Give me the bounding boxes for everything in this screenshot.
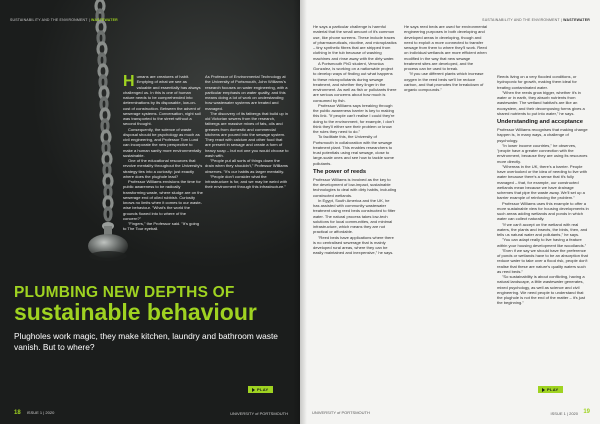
col2-para-1: The discovery of its fatbergs that build up in old Victorian sewers from the research, fatbergs are massive mixes of fats, oils and greases from domestic and commercial kitchens are poured into the sewage system. They react with calcium and other food that are present in sewage and create a form of heavy soap – but not one you would choose to wash with. [205,110,289,158]
left-section-sub: WASTEWATER [91,18,118,22]
col2-para-3: "People don't consider what the infrastructure is for, and we may be weird with their environment through this infrastructure." [205,173,288,190]
col5-para-0: Reeds living on a very flooded conditions, or hydroponic for growth, making them ideal for treating contaminated water. [497,74,577,90]
right-issue: ISSUE 1 | 2020 [550,411,578,416]
col5b-para-2: "Whereas in the UK, there's a barrier. People have overlooked or the idea of needing to live with water because there's a sense that it's fully managed – that, for example, our constructed wetlands mean because we have drainage schemes that pipe the waste away. We'll set up a barrier example of reinforcing the problem." [497,163,587,201]
right-section-label: SUSTAINABILITY AND THE ENVIRONMENT [482,18,560,22]
understanding-subheading: Understanding and acceptance [497,119,584,125]
col1-para-3: Professor Williams envisions the time for public awareness to be radically transforming waste, where sludge are on the sewerage end of oiled rubbish. Curiosity knows no limits when it comes to our waste-wise behaviour. "What's the world the grounds flowed into to where of the concern?" [123,179,203,221]
article-column-5 [497,74,589,306]
col2-para-2: "People put all sorts of things down the drain when they shouldn't," Professor Williams observes. "It's our habits as larger mentality. [205,158,288,174]
left-university: UNIVERSITY of PORTSMOUTH [230,411,288,416]
col3-para-2: Professor Williams says breaking through the public awareness barrier is key to making this link. "If people can't realise I could they're doing to the environment, for example, I don't think they'll either see their problem or know the rules they need to do." [313,102,395,134]
col3-para-0: He says a particular challenge is harmful material that the small amount of it's common use, like phone screens. These include traces of pharmaceuticals, nicotine, and microplastics – tiny synthetic fibres that are stripped from clothing in the tub because of washing machines and rinse away with the dirty water. [313,24,397,61]
col3-para-3: To facilitate this, the University of Portsmouth in collaboration with the sewage treatment plant. This enables researchers to trust potentials using real sewage, close to large-scale ones and see how to tackle some pollutants. [313,134,394,166]
col5b-para-0: Professor Williams recognises that making change happen is, in many ways, a challenge of psychology. [497,127,588,143]
col4-para-1: "If you use different plants which increase oxygen in the reed beds we'll be reduce carbon, and that promotes the breakdown of organic compounds." [404,71,484,92]
left-page-number: 18 [14,410,21,416]
reeds-subheading: The power of reeds [313,168,367,175]
col5b-para-5: "You can adapt really to live having a feature within your housing development like woodlands." [497,237,587,248]
col5b-para-3: Professor Williams uses this example to offer a more sustainable view for housing developments in such areas adding wetlands and ponds in which water can collect naturally. [497,200,589,222]
play-icon [252,388,255,392]
right-section-sub: WASTEWATER [563,18,590,22]
play-button-left[interactable] [248,386,273,393]
right-page-number: 19 [583,409,590,415]
left-running-header: SUSTAINABILITY AND THE ENVIRONMENT | WASTEWATER [10,18,118,22]
headline-line-1: PLUMBING NEW DEPTHS OF [14,284,235,301]
play-label-left: PLAY [257,387,269,392]
left-issue: ISSUE 1 | 2020 [26,410,55,415]
col5b-para-4: "If we can't accept on the wetland with real waters, the plants and insects, the birds, then, and tells us natural water and pollutants," he says. [497,221,588,237]
article-column-3 [313,24,397,256]
article-column-1 [123,74,203,232]
play-icon [542,388,545,392]
col3b-para-0: Professor Williams is involved as the key to the development of low-impact, sustainable technologies to deal with dirty habits, including constructed wetlands. [313,176,397,198]
play-label-right: PLAY [547,387,559,392]
col2-para-0: As Professor of Environmental Technology at the University of Portsmouth, John Williams's research focuses on water engineering, with a particular emphasis on water quality, and this means doing a lot of work on understanding how wastewater systems are treated and managed. [205,74,288,111]
right-running-header: SUSTAINABILITY AND THE ENVIRONMENT | WASTEWATER [482,18,590,22]
play-button-right[interactable] [538,386,563,393]
article-column-4 [404,24,488,92]
headline-line-2: sustainable behaviour [14,299,257,325]
col5b-para-7: "So sustainability is about conflicting, having a natural landscape, a little wastewater generates, mixed psychology, as well as science and civil engineering. We need people to understand that the plughole is not the end of the matter – it's just the beginning." [497,274,586,306]
col4-para-0: He says reed beds are used for environmental engineering purposes in both developing and developed areas in developing, though and need to exploit a more connected to transfer sewage from them to where they'll work. Reed on individual wetlands are more efficient when modified in the way that new sewage treatment sites are developed, and the process can be used to break. [404,24,488,71]
col5b-para-6: "Even if we say we should have the preference of ponds or wetlands have to be an absorption that reduce water to take over a flood risk, people don't realise that these are nature's quality waters such as reed beds." [497,247,588,274]
left-section-label: SUSTAINABILITY AND THE ENVIRONMENT [10,18,88,22]
right-footer [312,410,590,415]
col1-para-2: One of the educational resources that revolve mentality throughout the University's strategy ties into a curiosity: just exactly where does the plughole lead? [123,158,203,179]
col5b-para-1: "In lower income countries," he observes, "people have a greater connection with the environment, because they are using its resources more directly. [497,142,588,164]
col3b-para-2: "Reed beds have applications where there is no centralised sewerage that is mainly developed rural areas, where they can be easily maintained and inexpensive," he says. [313,234,394,256]
drop-cap: H [123,73,135,90]
col3-para-1: A Portsmouth PhD student, Veronica Gonzalez, is working on a nationwide project to develop ways of finding out what happens to these micropollutants during sewage treatment, and whether they linger in the environment. As well as fish or pollutants there are serious concerns about how much is consumed by fish. [313,60,397,103]
col5-para-1: "When the reeds grow bigger, whether it's in water or in earth, they absorb nutrients from wastewater. The wetland habitat's are like an ecosystem, and their decomposing forms gives a shared nutrients to put into water," he says. [497,89,585,116]
standfirst: Plugholes work magic, they make kitchen, laundry and bathroom waste vanish. But to where? [14,331,278,352]
article-column-2 [205,74,289,190]
right-university: UNIVERSITY of PORTSMOUTH [312,410,370,415]
col3b-para-1: In Egypt, South America and the UK, he has assisted with community wastewater treatment using reed beds constructed to filter water. The natural process takes low-tech solutions for local communities, and minimal infrastructure, which means they are not practical or affordable. [313,197,396,235]
left-footer [14,410,288,416]
col1-para-0: umans are creatures of habit. Emptying of what we see as valuable and essentially has always challenged us. In this is one of human nature needs to be comprehended into determinations by its disposable, low-on-cost of construction. Between the advent of sewerage systems. Conversation, night soil was transported to the street without a second thought. [123,74,201,127]
col1-para-4: "Fingers," the Professor said. "It's going to The Tour eyeball. [123,221,199,232]
col1-para-1: Consequently, the science of waste disposal should be psychology as much as civil engineering, and Professor Tom Lund can incorporate the new perspective to make a human sanity more environmentally sustainable. [123,126,202,158]
